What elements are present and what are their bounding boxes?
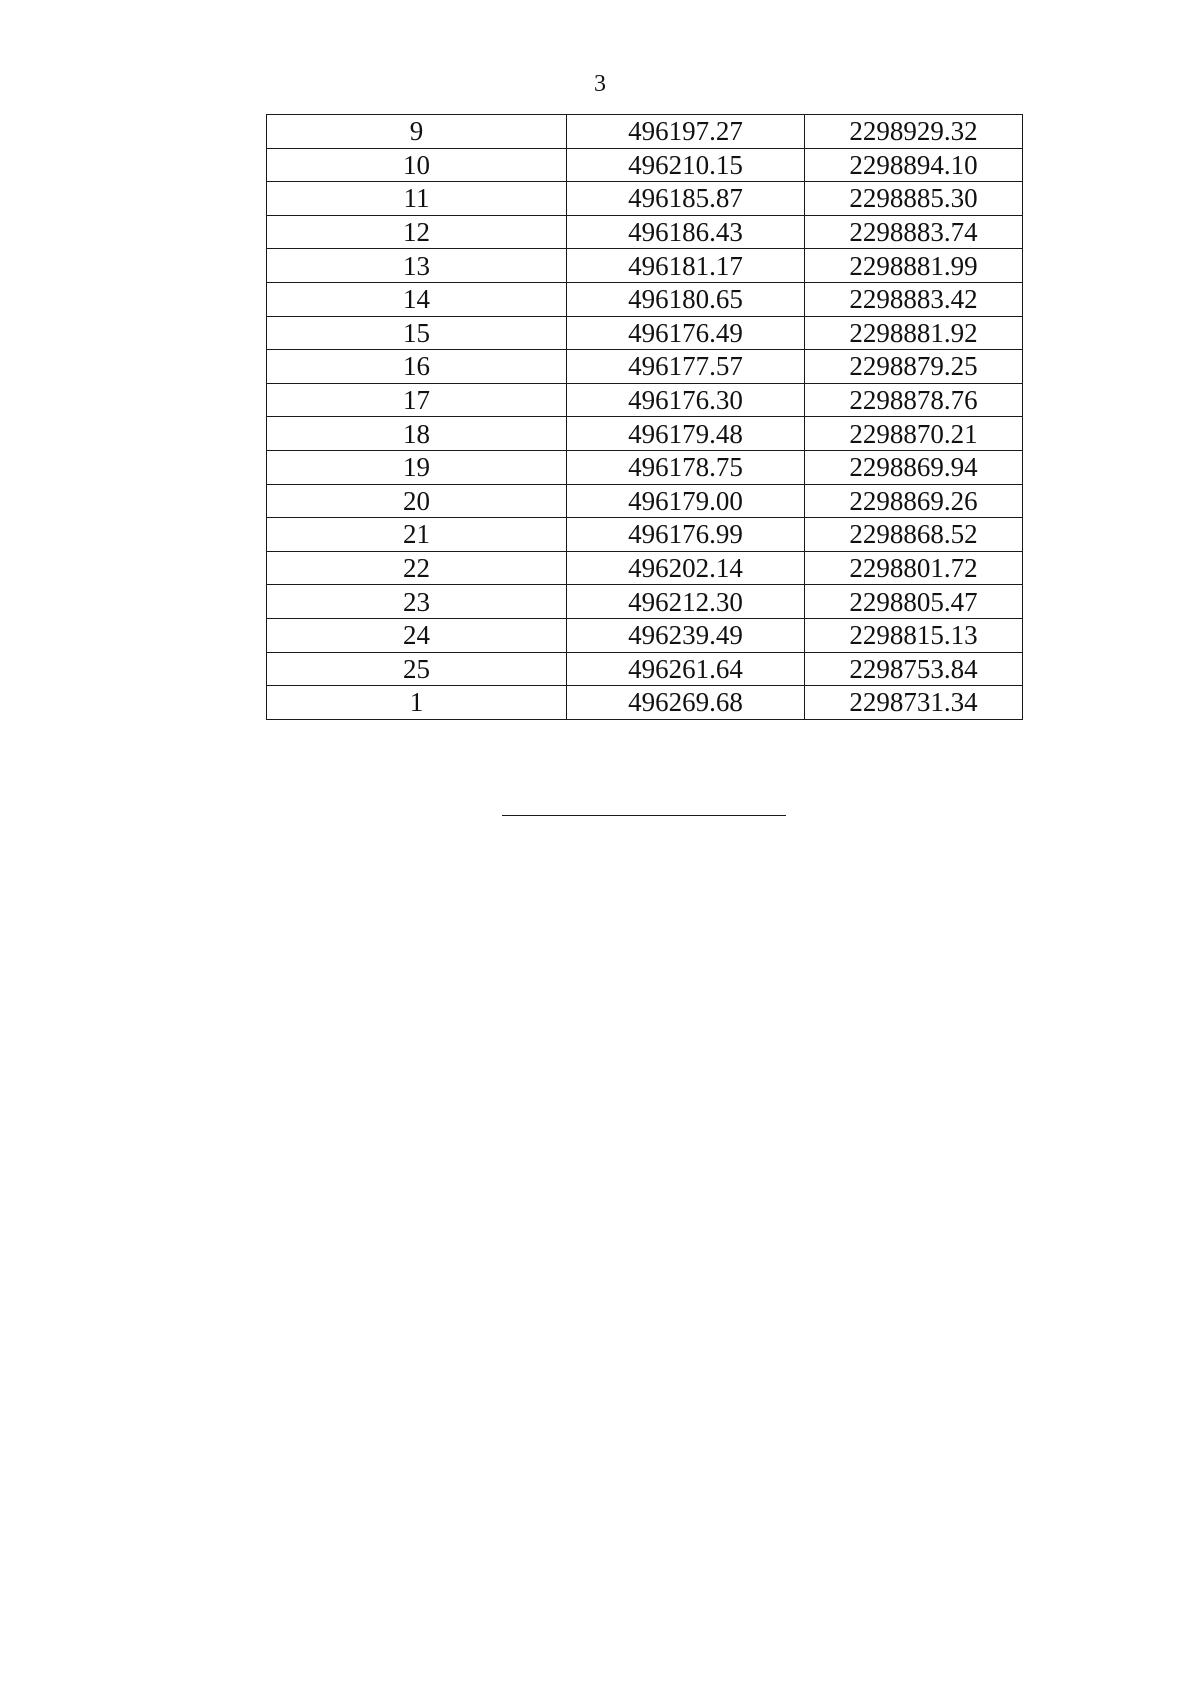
x-coordinate-cell: 496179.48 bbox=[567, 417, 805, 451]
x-coordinate-cell: 496177.57 bbox=[567, 350, 805, 384]
table-row bbox=[267, 618, 1023, 652]
table-row bbox=[267, 316, 1023, 350]
y-coordinate-cell: 2298815.13 bbox=[805, 618, 1023, 652]
point-number-cell: 12 bbox=[267, 215, 567, 249]
page-number: 3 bbox=[594, 71, 606, 97]
point-number-cell: 15 bbox=[267, 316, 567, 350]
coordinates-table-body bbox=[267, 115, 1023, 720]
table-row bbox=[267, 350, 1023, 384]
table-row bbox=[267, 518, 1023, 552]
table-row bbox=[267, 215, 1023, 249]
table-row bbox=[267, 585, 1023, 619]
point-number-cell: 21 bbox=[267, 518, 567, 552]
x-coordinate-cell: 496181.17 bbox=[567, 249, 805, 283]
point-number-cell: 23 bbox=[267, 585, 567, 619]
coordinates-table bbox=[266, 114, 1023, 720]
point-number-cell: 13 bbox=[267, 249, 567, 283]
y-coordinate-cell: 2298869.94 bbox=[805, 450, 1023, 484]
x-coordinate-cell: 496185.87 bbox=[567, 182, 805, 216]
x-coordinate-cell: 496212.30 bbox=[567, 585, 805, 619]
table-row bbox=[267, 249, 1023, 283]
table-row bbox=[267, 383, 1023, 417]
y-coordinate-cell: 2298881.92 bbox=[805, 316, 1023, 350]
point-number-cell: 19 bbox=[267, 450, 567, 484]
x-coordinate-cell: 496176.99 bbox=[567, 518, 805, 552]
table-row bbox=[267, 417, 1023, 451]
table-row bbox=[267, 282, 1023, 316]
x-coordinate-cell: 496186.43 bbox=[567, 215, 805, 249]
y-coordinate-cell: 2298870.21 bbox=[805, 417, 1023, 451]
x-coordinate-cell: 496178.75 bbox=[567, 450, 805, 484]
point-number-cell: 14 bbox=[267, 282, 567, 316]
point-number-cell: 20 bbox=[267, 484, 567, 518]
y-coordinate-cell: 2298881.99 bbox=[805, 249, 1023, 283]
table-row bbox=[267, 551, 1023, 585]
y-coordinate-cell: 2298869.26 bbox=[805, 484, 1023, 518]
x-coordinate-cell: 496197.27 bbox=[567, 115, 805, 149]
point-number-cell: 9 bbox=[267, 115, 567, 149]
point-number-cell: 22 bbox=[267, 551, 567, 585]
x-coordinate-cell: 496176.49 bbox=[567, 316, 805, 350]
y-coordinate-cell: 2298885.30 bbox=[805, 182, 1023, 216]
point-number-cell: 25 bbox=[267, 652, 567, 686]
table-row bbox=[267, 686, 1023, 720]
point-number-cell: 16 bbox=[267, 350, 567, 384]
point-number-cell: 18 bbox=[267, 417, 567, 451]
point-number-cell: 1 bbox=[267, 686, 567, 720]
x-coordinate-cell: 496176.30 bbox=[567, 383, 805, 417]
x-coordinate-cell: 496239.49 bbox=[567, 618, 805, 652]
y-coordinate-cell: 2298894.10 bbox=[805, 148, 1023, 182]
x-coordinate-cell: 496180.65 bbox=[567, 282, 805, 316]
table-row bbox=[267, 450, 1023, 484]
y-coordinate-cell: 2298878.76 bbox=[805, 383, 1023, 417]
point-number-cell: 17 bbox=[267, 383, 567, 417]
x-coordinate-cell: 496261.64 bbox=[567, 652, 805, 686]
x-coordinate-cell: 496202.14 bbox=[567, 551, 805, 585]
point-number-cell: 10 bbox=[267, 148, 567, 182]
x-coordinate-cell: 496210.15 bbox=[567, 148, 805, 182]
end-of-document-rule bbox=[502, 815, 786, 816]
x-coordinate-cell: 496269.68 bbox=[567, 686, 805, 720]
y-coordinate-cell: 2298868.52 bbox=[805, 518, 1023, 552]
point-number-cell: 24 bbox=[267, 618, 567, 652]
y-coordinate-cell: 2298883.74 bbox=[805, 215, 1023, 249]
point-number-cell: 11 bbox=[267, 182, 567, 216]
table-row bbox=[267, 182, 1023, 216]
y-coordinate-cell: 2298805.47 bbox=[805, 585, 1023, 619]
table-row bbox=[267, 115, 1023, 149]
y-coordinate-cell: 2298801.72 bbox=[805, 551, 1023, 585]
table-row bbox=[267, 148, 1023, 182]
table-row bbox=[267, 484, 1023, 518]
table-row bbox=[267, 652, 1023, 686]
y-coordinate-cell: 2298929.32 bbox=[805, 115, 1023, 149]
y-coordinate-cell: 2298883.42 bbox=[805, 282, 1023, 316]
x-coordinate-cell: 496179.00 bbox=[567, 484, 805, 518]
y-coordinate-cell: 2298879.25 bbox=[805, 350, 1023, 384]
y-coordinate-cell: 2298753.84 bbox=[805, 652, 1023, 686]
y-coordinate-cell: 2298731.34 bbox=[805, 686, 1023, 720]
